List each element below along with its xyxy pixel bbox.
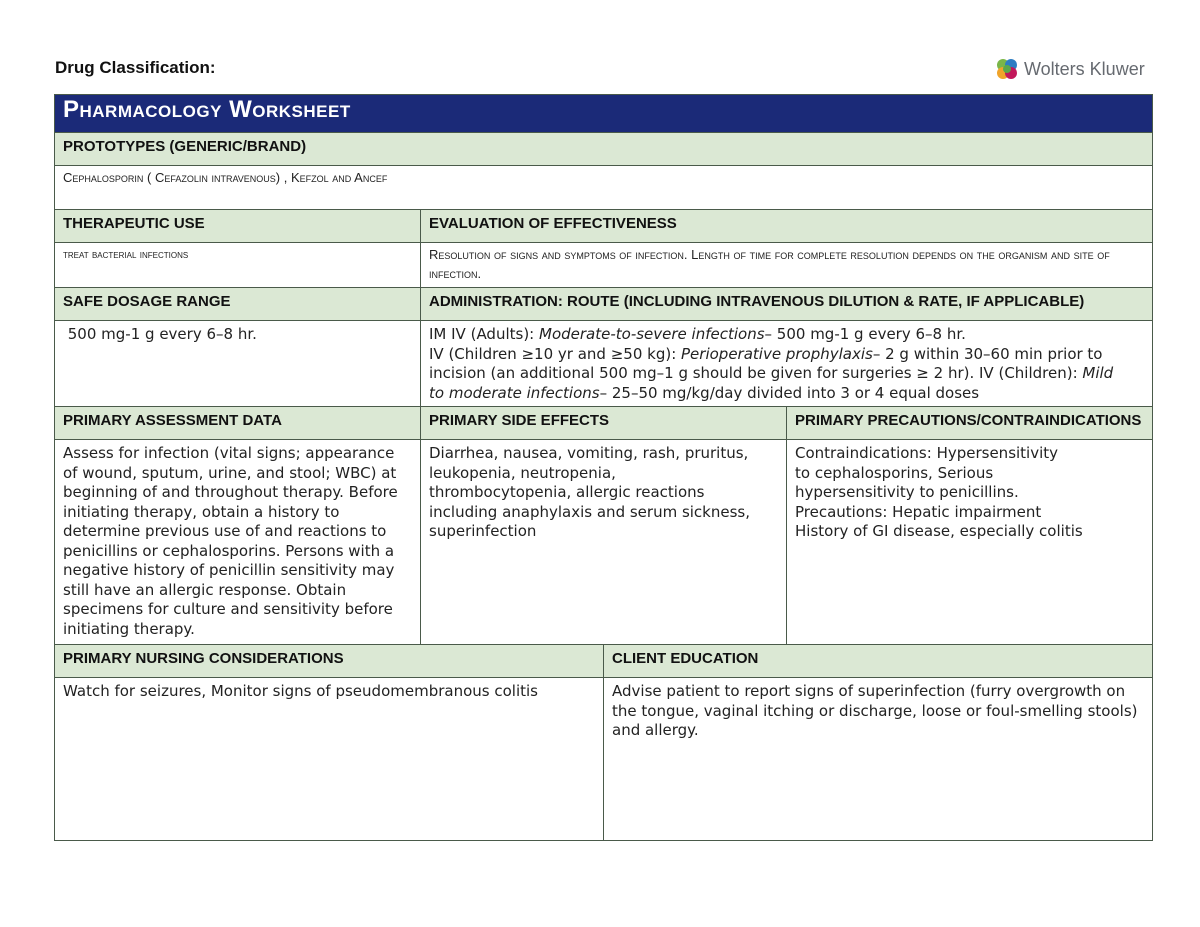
drug-classification-label: Drug Classification:	[55, 58, 216, 77]
evaluation-value: Resolution of signs and symptoms of infection. Length of time for complete resolution depends on the organism and site of infection.	[429, 247, 1110, 281]
client-education-heading: CLIENT EDUCATION	[603, 644, 1153, 677]
side-effects-heading: PRIMARY SIDE EFFECTS	[420, 406, 786, 439]
prototypes-heading: PROTOTYPES (GENERIC/BRAND)	[54, 132, 1153, 165]
safe-dosage-value: 500 mg-1 g every 6–8 hr.	[63, 325, 257, 343]
assessment-heading: PRIMARY ASSESSMENT DATA	[54, 406, 420, 439]
side-effects-value: Diarrhea, nausea, vomiting, rash, pruritus, leukopenia, neutropenia, thrombocytopenia, allergic reactions including anaphylaxis and serum sickness, superinfection	[429, 444, 750, 540]
prototypes-value: Cephalosporin ( Cefazolin intravenous) , Kefzol and Ancef	[63, 170, 388, 185]
pharmacology-worksheet	[54, 94, 1153, 841]
wolters-kluwer-logo	[994, 56, 1145, 82]
evaluation-heading: EVALUATION OF EFFECTIVENESS	[420, 209, 1153, 242]
wolters-kluwer-mark-icon	[994, 56, 1020, 82]
precautions-value: Contraindications: Hypersensitivity to cephalosporins, Serious hypersensitivity to penicillins. Precautions: Hepatic impairment History of GI disease, especially colitis	[795, 444, 1083, 540]
logo-text: Wolters Kluwer	[1024, 58, 1145, 79]
administration-value: IM IV (Adults): Moderate-to-severe infections– 500 mg-1 g every 6–8 hr. IV (Children ≥10 yr and ≥50 kg): Perioperative prophylaxis– 2 g within 30–60 min prior to incision (an additional 500 mg–1 g should be given for surgeries ≥ 2 hr). IV (Children): Mild to moderate infections– 25–50 mg/kg/day divided into 3 or 4 equal doses	[429, 325, 1114, 402]
worksheet-frame	[54, 94, 1153, 841]
precautions-heading: PRIMARY PRECAUTIONS/CONTRAINDICATIONS	[786, 406, 1153, 439]
nursing-heading: PRIMARY NURSING CONSIDERATIONS	[54, 644, 603, 677]
nursing-value: Watch for seizures, Monitor signs of pseudomembranous colitis	[63, 682, 538, 700]
safe-dosage-heading: SAFE DOSAGE RANGE	[54, 287, 420, 320]
worksheet-title: Pharmacology Worksheet	[54, 94, 1153, 132]
assessment-value: Assess for infection (vital signs; appearance of wound, sputum, urine, and stool; WBC) at beginning of and throughout therapy. Before initiating therapy, obtain a history to determine previous use of and reactions to penicillins or cephalosporins. Persons with a negative history of penicillin sensitivity may still have an allergic response. Obtain specimens for culture and sensitivity before initiating therapy.	[63, 444, 398, 638]
client-education-value: Advise patient to report signs of superinfection (furry overgrowth on the tongue, vaginal itching or discharge, loose or foul-smelling stools) and allergy.	[612, 682, 1138, 739]
administration-heading: ADMINISTRATION: ROUTE (INCLUDING INTRAVENOUS DILUTION & RATE, IF APPLICABLE)	[420, 287, 1153, 320]
therapeutic-use-heading: THERAPEUTIC USE	[54, 209, 420, 242]
therapeutic-use-value: treat bacterial infections	[63, 247, 189, 261]
